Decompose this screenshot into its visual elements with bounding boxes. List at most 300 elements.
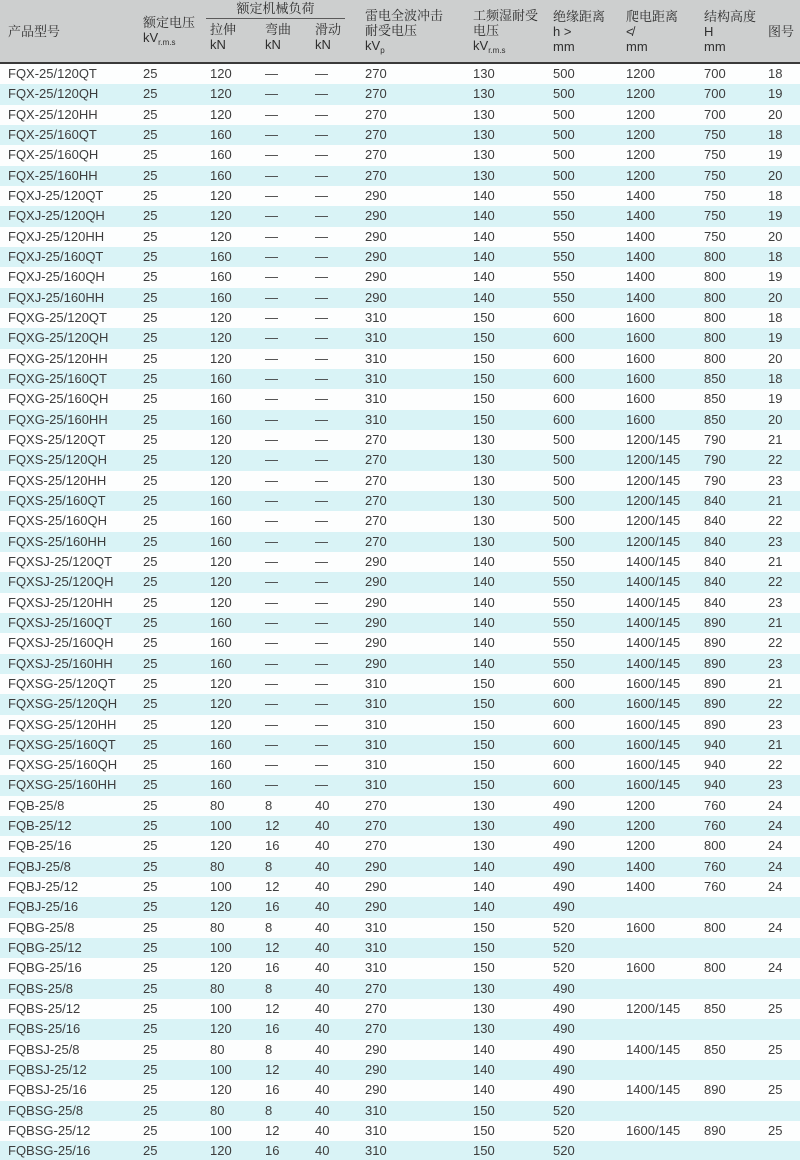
table-cell: 1600: [626, 370, 655, 386]
table-cell: 20: [768, 350, 783, 366]
table-cell: —: [265, 269, 278, 285]
table-cell: 19: [768, 391, 783, 407]
table-cell: 25: [143, 797, 158, 813]
table-cell: FQX-25/120HH: [8, 106, 98, 122]
table-cell: 600: [553, 736, 575, 752]
table-cell: 18: [768, 248, 783, 264]
table-cell: 130: [473, 126, 495, 142]
table-cell: 840: [704, 513, 726, 529]
table-cell: 600: [553, 411, 575, 427]
table-cell: 1200: [626, 66, 655, 81]
table-cell: 16: [265, 838, 280, 854]
table-cell: FQXS-25/120HH: [8, 472, 107, 488]
table-cell: —: [265, 533, 278, 549]
table-cell: 25: [143, 940, 158, 956]
table-row: [0, 816, 800, 836]
table-row: [0, 694, 800, 714]
table-cell: FQXS-25/120QT: [8, 431, 106, 447]
table-cell: 25: [143, 553, 158, 569]
table-cell: 21: [768, 553, 783, 569]
table-cell: —: [265, 492, 278, 508]
col-group-mechanical-load-label: 额定机械负荷: [206, 1, 345, 19]
table-cell: 130: [473, 797, 495, 813]
table-cell: —: [265, 187, 278, 203]
table-cell: —: [315, 126, 328, 142]
table-row: [0, 958, 800, 978]
table-cell: 150: [473, 1123, 495, 1139]
col-header-voltage-label: 额定电压: [143, 15, 196, 30]
table-cell: 140: [473, 655, 495, 671]
table-cell: 490: [553, 1041, 575, 1057]
table-cell: [696, 1141, 760, 1160]
table-cell: —: [315, 66, 328, 81]
table-cell: 760: [704, 858, 726, 874]
table-cell: FQXSG-25/160QH: [8, 757, 118, 773]
table-cell: —: [265, 248, 278, 264]
table-cell: —: [315, 594, 328, 610]
table-cell: 290: [365, 289, 387, 305]
table-cell: —: [265, 66, 278, 81]
table-cell: 130: [473, 167, 495, 183]
table-cell: —: [315, 716, 328, 732]
table-row: [0, 979, 800, 999]
table-cell: 16: [265, 1021, 280, 1037]
table-cell: 150: [473, 350, 495, 366]
table-row: [0, 552, 800, 572]
table-cell: 1400: [626, 248, 655, 264]
table-cell: 270: [365, 126, 387, 142]
table-cell: 25: [143, 147, 158, 163]
table-cell: 800: [704, 350, 726, 366]
table-cell: 1400/145: [626, 635, 681, 651]
table-cell: 550: [553, 635, 575, 651]
col-header-structure-height: 结构高度 H mm: [704, 8, 757, 54]
table-cell: 25: [143, 167, 158, 183]
table-cell: —: [315, 757, 328, 773]
table-cell: 310: [365, 675, 387, 691]
table-cell: 120: [210, 574, 232, 590]
table-cell: 700: [704, 66, 726, 81]
table-cell: —: [315, 431, 328, 447]
table-cell: 20: [768, 106, 783, 122]
table-cell: 290: [365, 553, 387, 569]
table-cell: 750: [704, 208, 726, 224]
table-cell: 270: [365, 980, 387, 996]
table-cell: —: [315, 492, 328, 508]
table-cell: 25: [143, 391, 158, 407]
table-cell: 130: [473, 818, 495, 834]
table-cell: 1200/145: [626, 472, 681, 488]
table-cell: 140: [473, 208, 495, 224]
table-cell: —: [265, 655, 278, 671]
table-cell: 25: [768, 1082, 783, 1098]
table-cell: 890: [704, 716, 726, 732]
table-cell: 310: [365, 696, 387, 712]
table-cell: 40: [315, 1143, 330, 1159]
table-cell: 20: [768, 167, 783, 183]
table-cell: 25: [143, 696, 158, 712]
table-cell: [618, 897, 696, 917]
table-cell: 120: [210, 330, 232, 346]
table-cell: 800: [704, 838, 726, 854]
table-cell: 80: [210, 980, 225, 996]
table-cell: 270: [365, 1001, 387, 1017]
table-cell: 150: [473, 1102, 495, 1118]
table-cell: 19: [768, 330, 783, 346]
table-cell: 270: [365, 818, 387, 834]
col-header-model: [0, 0, 135, 62]
table-cell: 100: [210, 818, 232, 834]
table-cell: 22: [768, 757, 783, 773]
table-cell: 120: [210, 228, 232, 244]
table-cell: FQBG-25/8: [8, 919, 75, 935]
table-cell: 16: [265, 960, 280, 976]
table-cell: 850: [704, 370, 726, 386]
table-cell: —: [315, 86, 328, 102]
table-cell: 140: [473, 594, 495, 610]
table-cell: 1600/145: [626, 777, 681, 793]
table-cell: 40: [315, 980, 330, 996]
table-cell: 600: [553, 370, 575, 386]
table-row: [0, 186, 800, 206]
table-row: [0, 654, 800, 674]
table-cell: FQXG-25/120QH: [8, 330, 109, 346]
table-cell: 850: [704, 391, 726, 407]
table-row: [0, 511, 800, 531]
table-cell: 550: [553, 574, 575, 590]
table-cell: —: [315, 289, 328, 305]
table-cell: [696, 1101, 760, 1121]
table-cell: FQBS-25/16: [8, 1021, 81, 1037]
table-cell: 1400/145: [626, 1041, 681, 1057]
table-cell: —: [315, 696, 328, 712]
table-cell: 790: [704, 472, 726, 488]
table-cell: 150: [473, 757, 495, 773]
table-cell: [760, 1141, 800, 1160]
table-cell: —: [265, 106, 278, 122]
table-cell: 160: [210, 167, 232, 183]
table-cell: —: [265, 391, 278, 407]
table-row: [0, 227, 800, 247]
table-cell: 25: [143, 1041, 158, 1057]
table-cell: —: [265, 411, 278, 427]
table-cell: FQX-25/160QT: [8, 126, 97, 142]
table-cell: 500: [553, 533, 575, 549]
table-cell: —: [265, 777, 278, 793]
table-cell: 100: [210, 1123, 232, 1139]
table-cell: 1400: [626, 187, 655, 203]
table-cell: 40: [315, 838, 330, 854]
table-cell: 270: [365, 513, 387, 529]
table-cell: 850: [704, 1041, 726, 1057]
table-cell: 500: [553, 66, 575, 81]
table-cell: 25: [143, 86, 158, 102]
table-cell: 310: [365, 1143, 387, 1159]
table-cell: 800: [704, 960, 726, 976]
table-row: [0, 491, 800, 511]
table-cell: FQXG-25/160QH: [8, 391, 109, 407]
table-cell: 19: [768, 147, 783, 163]
table-cell: 800: [704, 330, 726, 346]
table-cell: 150: [473, 1143, 495, 1159]
table-cell: 800: [704, 269, 726, 285]
table-cell: 310: [365, 919, 387, 935]
table-cell: 290: [365, 614, 387, 630]
table-cell: —: [315, 167, 328, 183]
table-cell: 80: [210, 1041, 225, 1057]
table-cell: 25: [143, 492, 158, 508]
table-row: [0, 105, 800, 125]
table-cell: 270: [365, 86, 387, 102]
table-cell: 1200/145: [626, 533, 681, 549]
table-cell: 520: [553, 1102, 575, 1118]
table-cell: 21: [768, 675, 783, 691]
table-cell: 290: [365, 635, 387, 651]
table-cell: 1200: [626, 86, 655, 102]
table-cell: 140: [473, 187, 495, 203]
table-cell: —: [315, 675, 328, 691]
table-cell: FQXJ-25/120QH: [8, 208, 105, 224]
table-cell: 130: [473, 66, 495, 81]
table-cell: 490: [553, 797, 575, 813]
table-cell: —: [315, 187, 328, 203]
table-cell: 290: [365, 1041, 387, 1057]
table-cell: FQXG-25/120HH: [8, 350, 108, 366]
table-row: [0, 1141, 800, 1160]
table-cell: 310: [365, 370, 387, 386]
table-cell: 18: [768, 66, 783, 81]
table-row: [0, 1101, 800, 1121]
table-cell: 40: [315, 1041, 330, 1057]
table-cell: 19: [768, 269, 783, 285]
table-cell: 130: [473, 838, 495, 854]
table-cell: 8: [265, 919, 273, 935]
table-cell: 800: [704, 309, 726, 325]
table-cell: 25: [143, 736, 158, 752]
table-cell: 150: [473, 309, 495, 325]
table-cell: 120: [210, 187, 232, 203]
table-cell: 310: [365, 1123, 387, 1139]
table-row: [0, 410, 800, 430]
table-cell: 800: [704, 919, 726, 935]
table-cell: 150: [473, 391, 495, 407]
table-cell: 1400: [626, 289, 655, 305]
table-cell: 1200: [626, 818, 655, 834]
table-cell: 1600/145: [626, 675, 681, 691]
table-cell: 1600: [626, 411, 655, 427]
table-cell: FQXSG-25/160QT: [8, 736, 116, 752]
table-cell: 270: [365, 492, 387, 508]
table-cell: 40: [315, 1021, 330, 1037]
table-cell: [760, 1101, 800, 1121]
table-cell: 1400/145: [626, 1082, 681, 1098]
table-cell: 12: [265, 940, 280, 956]
table-cell: FQX-25/120QT: [8, 66, 97, 81]
table-cell: 490: [553, 838, 575, 854]
table-cell: 100: [210, 1001, 232, 1017]
table-cell: 12: [265, 818, 280, 834]
table-cell: 890: [704, 1082, 726, 1098]
table-cell: 600: [553, 309, 575, 325]
table-cell: —: [315, 228, 328, 244]
table-cell: 1400/145: [626, 553, 681, 569]
table-cell: 1600: [626, 391, 655, 407]
table-cell: 270: [365, 452, 387, 468]
table-cell: 1400/145: [626, 614, 681, 630]
table-row: [0, 593, 800, 613]
table-cell: 24: [768, 858, 783, 874]
table-cell: 490: [553, 818, 575, 834]
table-cell: —: [315, 208, 328, 224]
table-cell: 25: [143, 818, 158, 834]
table-cell: 80: [210, 858, 225, 874]
table-cell: 500: [553, 106, 575, 122]
table-cell: 290: [365, 1082, 387, 1098]
table-cell: FQXJ-25/160QT: [8, 248, 104, 264]
table-cell: FQXSJ-25/160HH: [8, 655, 113, 671]
table-cell: 290: [365, 858, 387, 874]
table-cell: 760: [704, 879, 726, 895]
table-cell: 290: [365, 187, 387, 203]
table-cell: FQXG-25/160QT: [8, 370, 107, 386]
table-cell: 490: [553, 1082, 575, 1098]
table-cell: FQBSG-25/12: [8, 1123, 91, 1139]
table-cell: FQXSJ-25/120QH: [8, 574, 114, 590]
table-cell: [696, 1060, 760, 1080]
table-cell: 40: [315, 1102, 330, 1118]
table-cell: 25: [143, 1102, 158, 1118]
table-cell: —: [265, 126, 278, 142]
table-header: [0, 0, 800, 63]
table-cell: 290: [365, 269, 387, 285]
table-cell: 140: [473, 269, 495, 285]
col-header-powerfreq-unit: $kV_{r.m.s}$: [473, 37, 506, 55]
table-cell: 40: [315, 1123, 330, 1139]
table-cell: 850: [704, 1001, 726, 1017]
table-cell: 23: [768, 533, 783, 549]
table-cell: 25: [143, 208, 158, 224]
table-cell: 550: [553, 269, 575, 285]
table-cell: 40: [315, 818, 330, 834]
table-cell: FQXJ-25/160QH: [8, 269, 105, 285]
table-cell: 600: [553, 675, 575, 691]
table-cell: —: [265, 553, 278, 569]
table-row: [0, 166, 800, 186]
table-cell: 310: [365, 411, 387, 427]
table-cell: 130: [473, 980, 495, 996]
table-row: [0, 471, 800, 491]
table-cell: 1400: [626, 269, 655, 285]
table-cell: 22: [768, 635, 783, 651]
table-cell: 800: [704, 289, 726, 305]
table-cell: 8: [265, 1102, 273, 1118]
table-cell: 120: [210, 208, 232, 224]
table-cell: 1200/145: [626, 452, 681, 468]
table-cell: —: [265, 431, 278, 447]
table-cell: FQXG-25/160HH: [8, 411, 108, 427]
table-cell: FQXSG-25/120QT: [8, 675, 116, 691]
table-cell: —: [265, 208, 278, 224]
table-cell: 1600/145: [626, 1123, 681, 1139]
table-row: [0, 613, 800, 633]
table-cell: 310: [365, 960, 387, 976]
table-row: [0, 1121, 800, 1141]
table-cell: FQXS-25/120QH: [8, 452, 107, 468]
table-cell: 19: [768, 208, 783, 224]
table-cell: 22: [768, 452, 783, 468]
table-cell: 120: [210, 472, 232, 488]
table-cell: 940: [704, 736, 726, 752]
table-cell: 160: [210, 147, 232, 163]
table-cell: 25: [143, 757, 158, 773]
table-cell: 25: [143, 269, 158, 285]
table-cell: 1400: [626, 858, 655, 874]
table-cell: FQBJ-25/12: [8, 879, 79, 895]
table-cell: 1400/145: [626, 655, 681, 671]
table-cell: 750: [704, 167, 726, 183]
table-cell: 290: [365, 248, 387, 264]
table-cell: [696, 938, 760, 958]
table-cell: [760, 1060, 800, 1080]
table-cell: 310: [365, 330, 387, 346]
table-cell: 23: [768, 594, 783, 610]
table-cell: 25: [143, 289, 158, 305]
table-cell: 25: [143, 1062, 158, 1078]
table-cell: 8: [265, 980, 273, 996]
table-cell: 490: [553, 980, 575, 996]
table-cell: 25: [143, 614, 158, 630]
table-row: [0, 1019, 800, 1039]
table-cell: 160: [210, 411, 232, 427]
table-cell: 24: [768, 818, 783, 834]
table-cell: 24: [768, 879, 783, 895]
table-cell: 840: [704, 574, 726, 590]
table-cell: 600: [553, 330, 575, 346]
table-cell: 18: [768, 370, 783, 386]
table-cell: 160: [210, 126, 232, 142]
table-cell: —: [315, 391, 328, 407]
table-cell: 120: [210, 1021, 232, 1037]
table-cell: 24: [768, 797, 783, 813]
table-cell: —: [315, 513, 328, 529]
table-cell: 23: [768, 777, 783, 793]
table-cell: 160: [210, 513, 232, 529]
table-cell: 550: [553, 614, 575, 630]
table-row: [0, 633, 800, 653]
table-cell: —: [315, 655, 328, 671]
table-cell: 19: [768, 86, 783, 102]
table-cell: 760: [704, 797, 726, 813]
table-cell: 500: [553, 431, 575, 447]
table-cell: 140: [473, 899, 495, 915]
table-cell: FQBSG-25/8: [8, 1102, 84, 1118]
table-row: [0, 267, 800, 287]
table-row: [0, 999, 800, 1019]
table-row: [0, 755, 800, 775]
table-cell: 550: [553, 655, 575, 671]
table-cell: 120: [210, 66, 232, 81]
table-cell: 150: [473, 716, 495, 732]
table-cell: 12: [265, 1062, 280, 1078]
table-cell: 520: [553, 1143, 575, 1159]
table-cell: 290: [365, 655, 387, 671]
table-cell: 120: [210, 1082, 232, 1098]
table-cell: —: [265, 309, 278, 325]
table-cell: 25: [143, 1082, 158, 1098]
table-cell: 25: [143, 1001, 158, 1017]
table-cell: 290: [365, 899, 387, 915]
table-cell: [618, 938, 696, 958]
